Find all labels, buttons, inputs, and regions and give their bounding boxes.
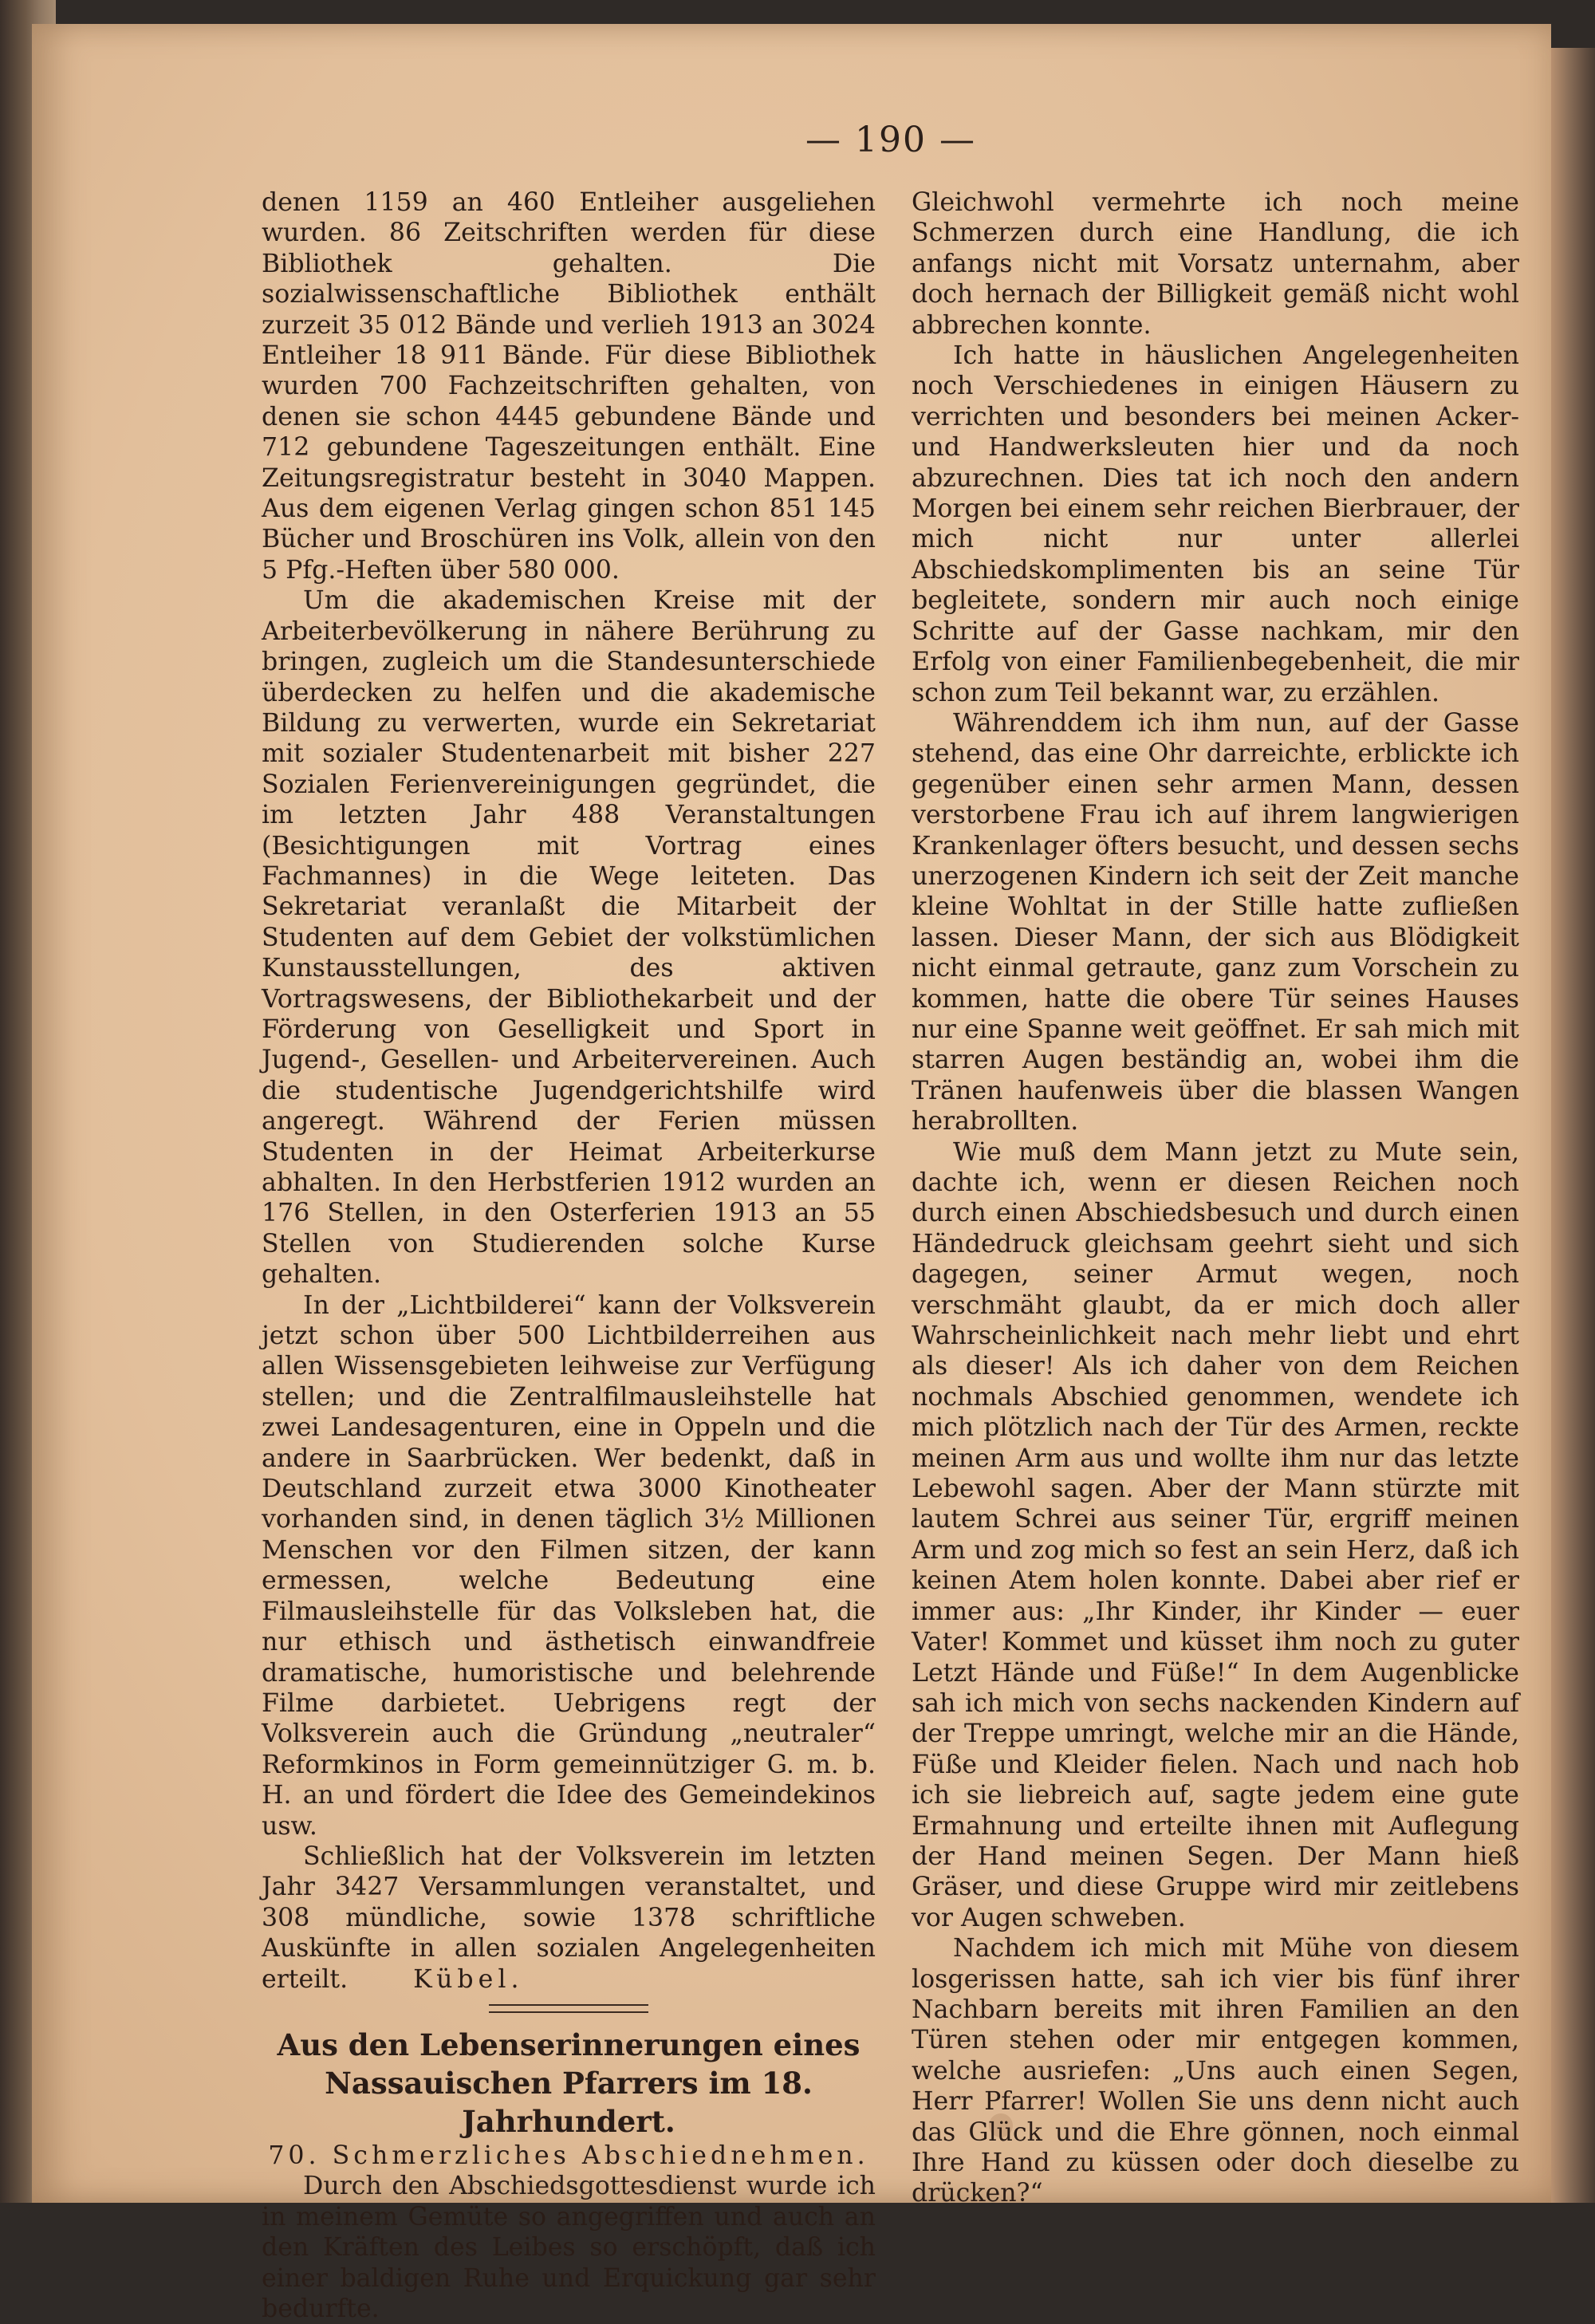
section-divider	[489, 2004, 648, 2013]
paragraph: Um die akademischen Kreise mit der Arbeiterbevölkerung in nähere Berührung zu bringen, zugleich um die Standesunterschiede überdecken zu helfen und die akademische Bildung zu verwerten, wurde ein Sekretariat mit sozialer Studentenarbeit mit bisher 227 Sozialen Ferienvereinigungen gegründet, die im letzten Jahr 488 Veranstaltungen (Besichtigungen mit Vortrag eines Fachmannes) in die Wege leiteten. Das Sekretariat veranlaßt die Mitarbeit der Studenten auf dem Gebiet der volkstümlichen Kunstausstellungen, des aktiven Vortragswesens, der Bibliothekarbeit und der Förderung von Geselligkeit und Sport in Jugend-, Gesellen- und Arbeitervereinen. Auch die studentische Jugendgerichtshilfe wird angeregt. Während der Ferien müssen Studenten in der Heimat Arbeiterkurse abhalten. In den Herbstferien 1912 wurden an 176 Stellen, in den Osterferien 1913 an 55 Stellen von Studierenden solche Kurse gehalten.	[262, 586, 876, 1290]
left-column	[262, 187, 876, 2324]
paragraph	[262, 1841, 876, 1995]
paragraph: denen 1159 an 460 Entleiher ausgeliehen wurden. 86 Zeitschriften werden für diese Bibliothek gehalten. Die sozialwissenschaftliche Bibliothek enthält zurzeit 35 012 Bände und verlieh 1913 an 3024 Entleiher 18 911 Bände. Für diese Bibliothek wurden 700 Fachzeitschriften gehalten, von denen sie schon 4445 gebundene Bände und 712 gebundene Tageszeitungen enthält. Eine Zeitungsregistratur besteht in 3040 Mappen. Aus dem eigenen Verlag gingen schon 851 145 Bücher und Broschüren ins Volk, allein von den 5 Pfg.-Heften über 580 000.	[262, 188, 876, 585]
paragraph: Gleichwohl vermehrte ich noch meine Schmerzen durch eine Handlung, die ich anfangs nicht mit Vorsatz unternahm, aber doch hernach der Billigkeit gemäß nicht wohl abbrechen konnte.	[912, 188, 1519, 340]
right-column	[912, 187, 1519, 2209]
paragraph-text: Schließlich hat der Volksverein im letzten Jahr 3427 Versammlungen veranstaltet, und 308 mündliche, sowie 1378 schriftliche Auskünfte in allen sozialen Angelegenheiten erteilt.	[262, 1841, 876, 1994]
chapter-title: 70. Schmerzliches Abschiednehmen.	[268, 2141, 869, 2170]
paragraph: In der „Lichtbilderei“ kann der Volksverein jetzt schon über 500 Lichtbilderreihen aus allen Wissensgebieten leihweise zur Verfügung stellen; und die Zentralfilmausleihstelle hat zwei Landesagenturen, eine in Oppeln und die andere in Saarbrücken. Wer bedenkt, daß in Deutschland zurzeit etwa 3000 Kinotheater vorhanden sind, in denen täglich 3½ Millionen Menschen vor den Filmen sitzen, der kann ermessen, welche Bedeutung eine Filmausleihstelle für das Volksleben hat, die nur ethisch und ästhetisch einwandfreie dramatische, humoristische und belehrende Filme darbietet. Uebrigens regt der Volksverein auch die Gründung „neutraler“ Reformkinos in Form gemeinnütziger G. m. b. H. an und fördert die Idee des Gemeindekinos usw.	[262, 1290, 876, 1841]
page-edge	[1551, 48, 1595, 2203]
author-signature: Kübel.	[413, 1964, 524, 1994]
paragraph: Währenddem ich ihm nun, auf der Gasse stehend, das eine Ohr darreichte, erblickte ich gegenüber einen sehr armen Mann, dessen verstorbene Frau ich auf ihrem langwierigen Krankenlager öfters besucht, und dessen sechs unerzogenen Kindern ich seit der Zeit manche kleine Wohltat in der Stille hatte zufließen lassen. Dieser Mann, der sich aus Blödigkeit nicht einmal getraute, ganz zum Vorschein zu kommen, hatte die obere Tür seines Hauses nur eine Spanne weit geöffnet. Er sah mich mit starren Augen beständig an, wobei ihm die Tränen haufenweis über die blassen Wangen herabrollten.	[912, 708, 1519, 1136]
page-number: — 190 —	[805, 120, 976, 160]
paragraph: Ich hatte in häuslichen Angelegenheiten noch Verschiedenes in einigen Häusern zu verrichten und besonders bei meinen Acker- und Handwerksleuten hier und da noch abzurechnen. Dies tat ich noch den andern Morgen bei einem sehr reichen Bierbrauer, der mich nicht nur unter allerlei Abschiedskomplimenten bis an seine Tür begleitete, sondern mir auch noch einige Schritte auf der Gasse nachkam, mir den Erfolg von einer Familienbegebenheit, die mir schon zum Teil bekannt war, zu erzählen.	[912, 341, 1519, 707]
article-heading: Aus den Lebenserinnerungen eines Nassauischen Pfarrers im 18. Jahrhundert.	[277, 2027, 861, 2139]
paragraph: Wie muß dem Mann jetzt zu Mute sein, dachte ich, wenn er diesen Reichen noch durch einen Abschiedsbesuch und durch einen Händedruck gleichsam geehrt sieht und sich dagegen, seiner Armut wegen, noch verschmäht glaubt, da er mich doch aller Wahrscheinlichkeit nach mehr liebt und ehrt als dieser! Als ich daher von dem Reichen nochmals Abschied genommen, wendete ich mich plötzlich nach der Tür des Armen, reckte meinen Arm aus und wollte ihm nur das letzte Lebewohl sagen. Aber der Mann stürzte mit lautem Schrei aus seiner Tür, ergriff meinen Arm und zog mich so fest an sein Herz, daß ich keinen Atem holen konnte. Dabei aber rief er immer aus: „Ihr Kinder, ihr Kinder — euer Vater! Kommet und küsset ihm noch zu guter Letzt Hände und Füße!“ In dem Augenblicke sah ich mich von sechs nackenden Kindern auf der Treppe umringt, welche mir an die Hände, Füße und Kleider fielen. Nach und nach hob ich sie liebreich auf, sagte jedem eine gute Ermahnung und erteilte ihnen mit Auflegung der Hand meinen Segen. Der Mann hieß Gräser, und diese Gruppe wird mir zeitlebens vor Augen schweben.	[912, 1137, 1519, 1932]
paragraph: Durch den Abschiedsgottesdienst wurde ich in meinem Gemüte so angegriffen und auch an den Kräften des Leibes so erschöpft, daß ich einer baldigen Ruhe und Erquickung gar sehr bedurfte.	[262, 2172, 876, 2323]
paragraph: Nachdem ich mich mit Mühe von diesem losgerissen hatte, sah ich vier bis fünf ihrer Nachbarn bereits mit ihren Familien an den Türen stehen oder mir entgegen kommen, welche ausriefen: „Uns auch einen Segen, Herr Pfarrer! Wollen Sie uns denn nicht auch das Glück und die Ehre gönnen, noch einmal Ihre Hand zu küssen oder doch dieselbe zu drücken?“	[912, 1934, 1519, 2208]
